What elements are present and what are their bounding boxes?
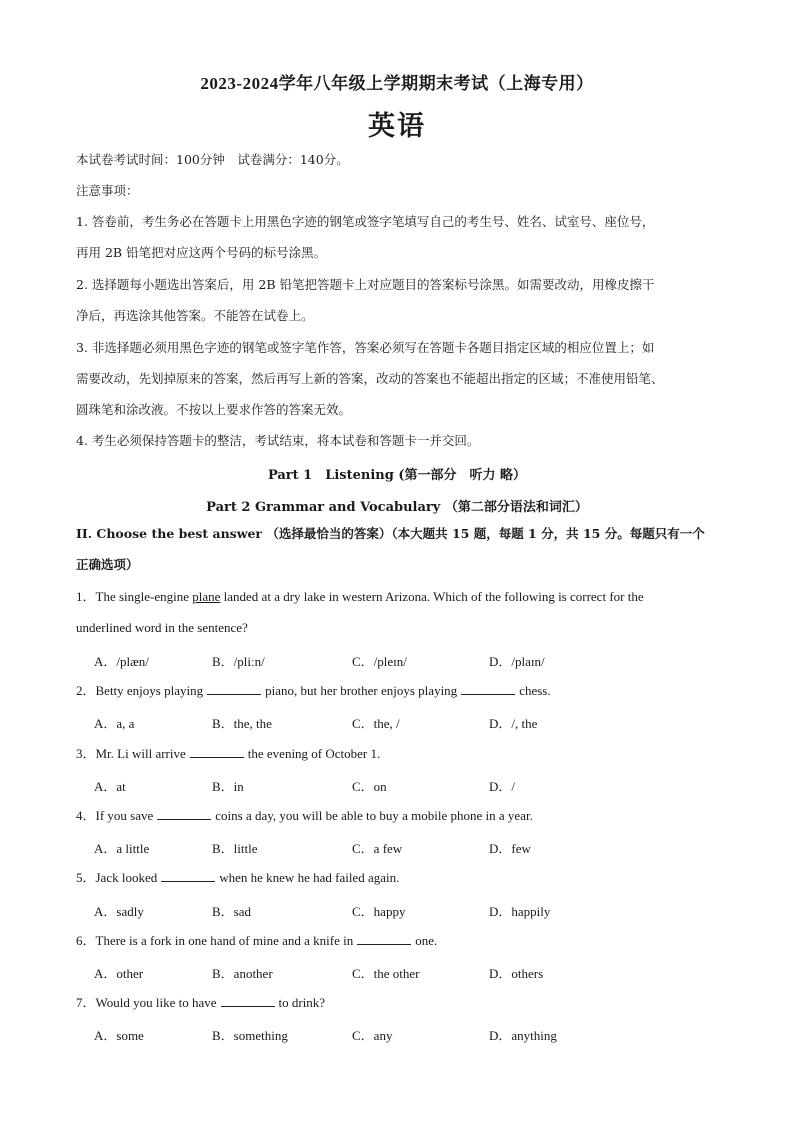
question-3	[76, 745, 754, 762]
question-1-option-a[interactable]: A．/plæn/	[94, 654, 149, 669]
exam-title: 2023-2024学年八年级上学期期末考试（上海专用）	[200, 74, 594, 93]
question-6-post: one.	[415, 933, 438, 948]
question-5-option-d[interactable]: D．happily	[489, 904, 551, 919]
question-3-option-b[interactable]: B．in	[212, 779, 244, 794]
question-6-option-c[interactable]: C．the other	[352, 966, 420, 981]
question-1-post: landed at a dry lake in western Arizona. Which of the following is correct for the	[220, 589, 644, 604]
answer-blank	[157, 807, 211, 820]
note-2-line-1: 2. 选择题每小题选出答案后，用 2B 铅笔把答题卡上对应题目的答案标号涂黑。如需要改动，用橡皮擦干	[76, 277, 655, 292]
question-1-line-2: underlined word in the sentence?	[76, 620, 248, 635]
question-2-option-c[interactable]: C．the, /	[352, 716, 400, 731]
question-2-pre: 2．Betty enjoys playing	[76, 683, 204, 698]
part-1-heading: Part 1 Listening (第一部分 听力 略）	[267, 468, 527, 483]
question-1-option-b[interactable]: B．/pliːn/	[212, 654, 265, 669]
note-3-line-2: 需要改动，先划掉原来的答案，然后再写上新的答案，改动的答案也不能超出指定的区域；不准使用铅笔、	[76, 371, 664, 386]
question-2-option-b[interactable]: B．the, the	[212, 716, 272, 731]
question-3-option-d[interactable]: D．/	[489, 779, 516, 794]
answer-blank	[221, 994, 275, 1007]
question-5-option-a[interactable]: A．sadly	[94, 904, 144, 919]
question-4-post: coins a day, you will be able to buy a mobile phone in a year.	[215, 808, 533, 823]
question-7-pre: 7．Would you like to have	[76, 995, 217, 1010]
exam-time-line: 本试卷考试时间：100分钟 试卷满分：140分。	[76, 152, 349, 167]
question-1-option-c[interactable]: C．/pleɪn/	[352, 654, 407, 669]
question-4-option-b[interactable]: B．little	[212, 841, 258, 856]
part-2-heading: Part 2 Grammar and Vocabulary （第二部分语法和词汇）	[206, 500, 588, 515]
question-2-mid: piano, but her brother enjoys playing	[265, 683, 458, 698]
question-2-option-a[interactable]: A．a, a	[94, 716, 135, 731]
answer-blank	[461, 682, 515, 695]
question-1-line-1	[76, 589, 754, 605]
question-4-option-d[interactable]: D．few	[489, 841, 531, 856]
section-2-instruction-line-2: 正确选项）	[76, 557, 139, 572]
question-7	[76, 994, 754, 1011]
answer-blank	[357, 932, 411, 945]
question-6-option-a[interactable]: A．other	[94, 966, 144, 981]
question-7-post: to drink?	[278, 995, 326, 1010]
question-3-post: the evening of October 1.	[247, 746, 381, 761]
note-3-line-3: 圆珠笔和涂改液。不按以上要求作答的答案无效。	[76, 402, 352, 417]
note-2-line-2: 净后，再选涂其他答案。不能答在试卷上。	[76, 308, 314, 323]
question-5-option-c[interactable]: C．happy	[352, 904, 406, 919]
question-4	[76, 807, 754, 824]
note-1-line-2: 再用 2B 铅笔把对应这两个号码的标号涂黑。	[76, 245, 327, 260]
section-2-instruction-line-1: II. Choose the best answer （选择最恰当的答案）（本大题共 15 题，每题 1 分，共 15 分。每题只有一个	[76, 526, 705, 541]
answer-blank	[190, 745, 244, 758]
question-5-pre: 5．Jack looked	[76, 870, 158, 885]
question-3-option-c[interactable]: C．on	[352, 779, 387, 794]
question-6-option-d[interactable]: D．others	[489, 966, 544, 981]
question-4-pre: 4．If you save	[76, 808, 154, 823]
question-7-option-c[interactable]: C．any	[352, 1028, 393, 1043]
question-5-post: when he knew he had failed again.	[219, 870, 400, 885]
question-1-pre: 1．The single-engine	[76, 589, 193, 604]
note-1-line-1: 1. 答卷前，考生务必在答题卡上用黑色字迹的钢笔或签字笔填写自己的考生号、姓名、试室号、座位号，	[76, 214, 655, 229]
question-1-option-d[interactable]: D．/plaɪn/	[489, 654, 545, 669]
exam-subject: 英语	[368, 111, 426, 142]
answer-blank	[207, 682, 261, 695]
question-4-option-c[interactable]: C．a few	[352, 841, 403, 856]
question-7-option-a[interactable]: A．some	[94, 1028, 144, 1043]
question-3-pre: 3．Mr. Li will arrive	[76, 746, 186, 761]
question-2-post: chess.	[519, 683, 551, 698]
question-6-option-b[interactable]: B．another	[212, 966, 273, 981]
question-5-option-b[interactable]: B．sad	[212, 904, 252, 919]
note-3-line-1: 3. 非选择题必须用黑色字迹的钢笔或签字笔作答，答案必须写在答题卡各题目指定区域的相应位置上；如	[76, 340, 655, 355]
question-6	[76, 932, 754, 949]
question-2-option-d[interactable]: D．/, the	[489, 716, 538, 731]
question-5	[76, 869, 754, 886]
question-2	[76, 682, 754, 699]
notes-heading: 注意事项：	[76, 183, 139, 198]
answer-blank	[161, 869, 215, 882]
question-7-option-b[interactable]: B．something	[212, 1028, 288, 1043]
question-3-option-a[interactable]: A．at	[94, 779, 126, 794]
question-7-option-d[interactable]: D．anything	[489, 1028, 557, 1043]
question-6-pre: 6．There is a fork in one hand of mine and a knife in	[76, 933, 354, 948]
note-4: 4. 考生必须保持答题卡的整洁，考试结束，将本试卷和答题卡一并交回。	[76, 433, 480, 448]
underlined-word: plane	[192, 589, 221, 604]
question-4-option-a[interactable]: A．a little	[94, 841, 150, 856]
